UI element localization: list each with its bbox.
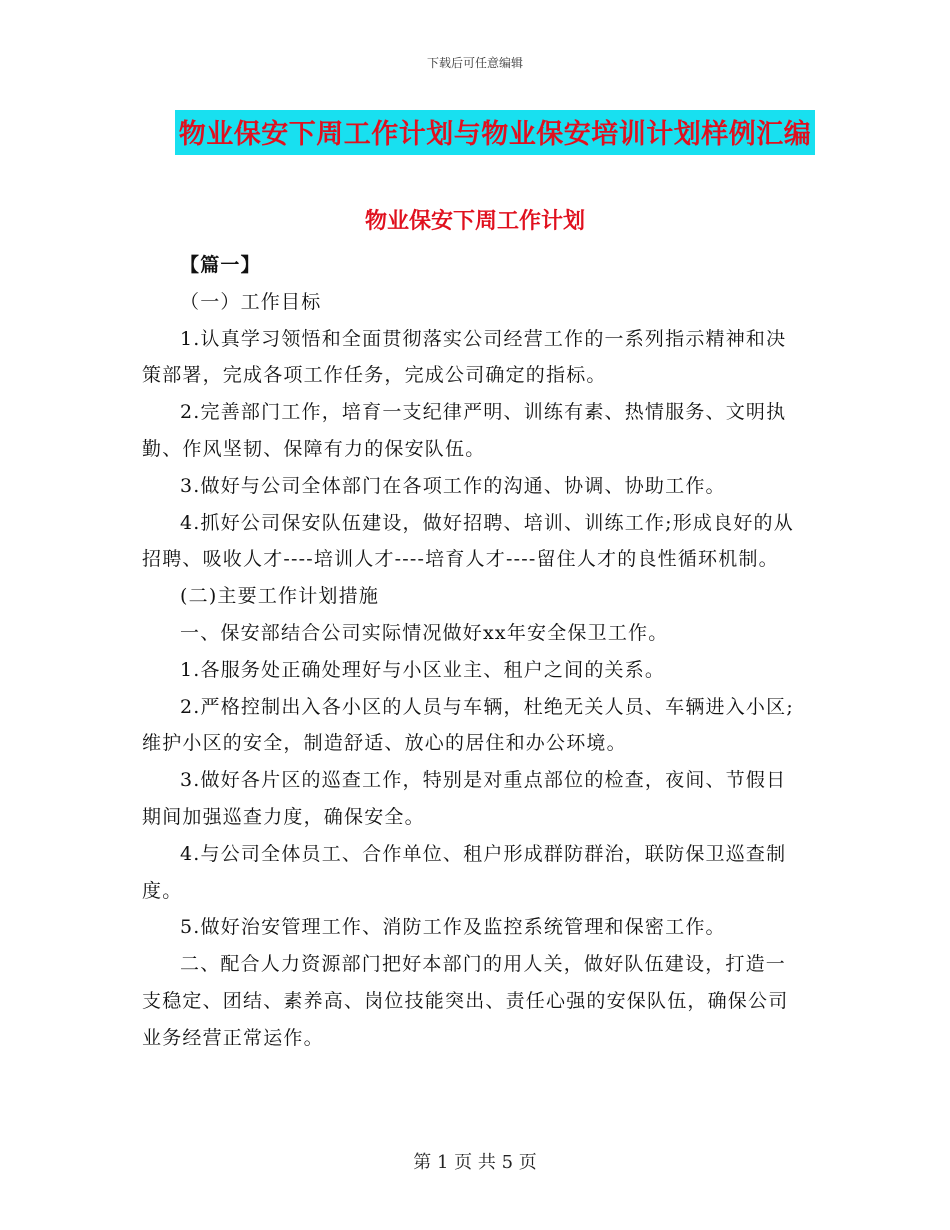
paragraph: 5.做好治安管理工作、消防工作及监控系统管理和保密工作。 — [180, 916, 726, 939]
page-footer: 第 1 页 共 5 页 — [413, 1152, 537, 1173]
paragraph: 一、保安部结合公司实际情况做好xx年安全保卫工作。 — [180, 621, 669, 644]
paragraph: 4.抓好公司保安队伍建设，做好招聘、培训、训练工作;形成良好的从招聘、吸收人才----培训人才----培育人才----留住人才的良性循环机制。 — [142, 511, 794, 571]
paragraph: (二)主要工作计划措施 — [180, 585, 380, 608]
paragraph-part-label: 【篇一】 — [180, 254, 261, 276]
paragraph: 二、配合人力资源部门把好本部门的用人关，做好队伍建设，打造一支稳定、团结、素养高、岗位技能突出、责任心强的安保队伍，确保公司业务经营正常运作。 — [142, 953, 789, 1049]
section-title: 物业保安下周工作计划 — [364, 208, 585, 234]
paragraph: 4.与公司全体员工、合作单位、租户形成群防群治，联防保卫巡查制度。 — [142, 842, 787, 902]
header-note: 下载后可任意编辑 — [426, 56, 523, 70]
doc-title: 物业保安下周工作计划与物业保安培训计划样例汇编 — [175, 110, 816, 155]
paragraph: 3.做好各片区的巡查工作，特别是对重点部位的检查，夜间、节假日期间加强巡查力度，确保安全。 — [142, 769, 787, 828]
paragraph: 1.认真学习领悟和全面贯彻落实公司经营工作的一系列指示精神和决策部署，完成各项工作任务，完成公司确定的指标。 — [142, 327, 787, 387]
doc-title-container — [0, 110, 950, 155]
paragraph: 1.各服务处正确处理好与小区业主、租户之间的关系。 — [180, 658, 666, 681]
paragraph: 3.做好与公司全体部门在各项工作的沟通、协调、协助工作。 — [180, 474, 726, 497]
document-body — [142, 247, 802, 1057]
paragraph: 2.完善部门工作，培育一支纪律严明、训练有素、热情服务、文明执勤、作风坚韧、保障有力的保安队伍。 — [142, 401, 787, 460]
paragraph: （一）工作目标 — [180, 290, 322, 313]
paragraph: 2.严格控制出入各小区的人员与车辆，杜绝无关人员、车辆进入小区;维护小区的安全，制造舒适、放心的居住和办公环境。 — [142, 695, 794, 755]
